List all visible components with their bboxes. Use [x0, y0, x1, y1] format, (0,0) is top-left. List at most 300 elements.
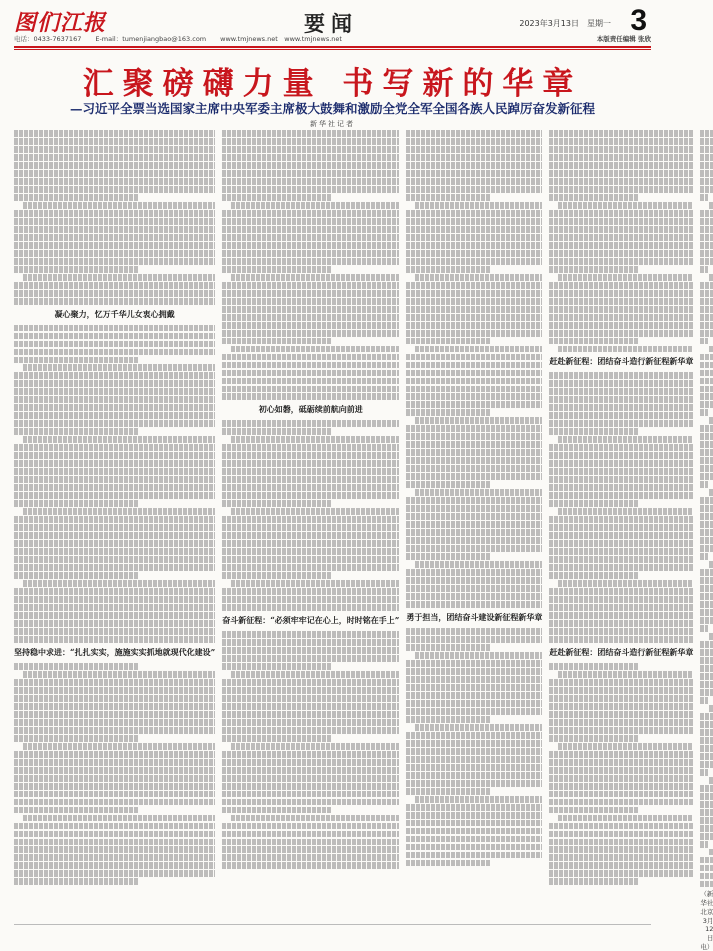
- body-text-line: [406, 298, 542, 305]
- body-text-line: [700, 497, 713, 504]
- body-text-line: [709, 202, 713, 209]
- body-text-line: [406, 457, 542, 464]
- body-text-line: [700, 170, 713, 177]
- body-text-line: [406, 386, 542, 393]
- body-text-line: [14, 711, 215, 718]
- body-text-line: [700, 785, 713, 792]
- info-bar: [14, 33, 651, 44]
- body-text-line: [222, 130, 399, 137]
- body-text-line: [406, 354, 542, 361]
- body-text-line: [222, 647, 399, 654]
- body-text-line: [700, 290, 713, 297]
- body-text-line: [700, 314, 713, 321]
- body-text-line: [14, 799, 215, 806]
- body-text-line: [549, 735, 638, 742]
- body-text-line: [222, 428, 332, 435]
- body-text-line: [549, 759, 693, 766]
- body-text-line: [222, 393, 399, 400]
- body-text-line: [700, 601, 713, 608]
- body-text-line: [14, 588, 215, 595]
- body-text-line: [406, 170, 542, 177]
- body-text-line: [549, 468, 693, 475]
- body-text-line: [549, 663, 638, 670]
- body-text-line: [549, 306, 693, 313]
- body-text-line: [406, 330, 542, 337]
- footer-rule: [14, 924, 651, 925]
- body-text-line: [406, 812, 542, 819]
- body-text-line: [14, 823, 215, 830]
- body-text-line: [700, 801, 713, 808]
- body-text-line: [406, 513, 542, 520]
- section-subtitle: 初心如磐，砥砺续前航向前进: [258, 404, 363, 415]
- body-text-line: [406, 218, 542, 225]
- body-text-line: [406, 628, 542, 635]
- body-text-line: [558, 274, 693, 281]
- body-text-line: [549, 564, 693, 571]
- body-text-line: [14, 839, 215, 846]
- body-text-line: [406, 266, 490, 273]
- body-text-line: [222, 751, 399, 758]
- body-text-line: [14, 767, 215, 774]
- body-text-line: [406, 130, 542, 137]
- body-text-line: [14, 548, 215, 555]
- body-text-line: [14, 540, 215, 547]
- body-text-line: [23, 364, 215, 371]
- body-text-line: [14, 412, 215, 419]
- body-text-line: [700, 641, 713, 648]
- body-text-line: [14, 854, 215, 861]
- body-text-line: [222, 767, 399, 774]
- body-text-line: [549, 338, 638, 345]
- body-text-line: [558, 202, 693, 209]
- body-text-line: [222, 282, 399, 289]
- body-text-line: [406, 529, 542, 536]
- body-text-line: [415, 652, 542, 659]
- body-text-line: [549, 807, 638, 814]
- body-text-line: [700, 218, 713, 225]
- body-text-line: [549, 516, 693, 523]
- article-column-1: [14, 130, 215, 920]
- body-text-line: [700, 362, 713, 369]
- body-text-line: [14, 266, 139, 273]
- body-text-line: [14, 564, 215, 571]
- body-text-line: [222, 460, 399, 467]
- body-text-line: [14, 719, 215, 726]
- body-text-line: [700, 809, 713, 816]
- body-text-line: [222, 452, 399, 459]
- body-text-line: [406, 250, 542, 257]
- body-text-line: [709, 346, 713, 353]
- body-text-line: [549, 628, 693, 635]
- body-text-line: [700, 569, 713, 576]
- body-text-line: [700, 433, 713, 440]
- body-text-line: [549, 767, 693, 774]
- body-text-line: [14, 476, 215, 483]
- body-text-line: [23, 671, 215, 678]
- body-text-line: [222, 687, 399, 694]
- body-text-line: [406, 676, 542, 683]
- body-text-line: [406, 210, 542, 217]
- body-text-line: [406, 338, 490, 345]
- body-text-line: [700, 553, 708, 560]
- body-text-line: [549, 298, 693, 305]
- body-text-line: [14, 170, 215, 177]
- body-text-line: [549, 751, 693, 758]
- body-text-line: [222, 154, 399, 161]
- body-text-line: [14, 234, 215, 241]
- body-text-line: [415, 274, 542, 281]
- body-text-line: [406, 481, 490, 488]
- body-text-line: [406, 393, 542, 400]
- body-text-line: [231, 436, 399, 443]
- body-text-line: [222, 226, 399, 233]
- body-text-line: [222, 548, 399, 555]
- article-column-3: [406, 130, 542, 920]
- body-text-line: [700, 745, 713, 752]
- body-text-line: [222, 386, 399, 393]
- body-text-line: [222, 572, 332, 579]
- website-text: www.tmjnews.net www.tmjnews.net: [220, 35, 342, 43]
- body-text-line: [222, 234, 399, 241]
- article-column-4: [549, 130, 693, 920]
- body-text-line: [406, 154, 542, 161]
- body-text-line: [14, 572, 139, 579]
- body-text-line: [406, 441, 542, 448]
- body-text-line: [222, 556, 399, 563]
- body-text-line: [700, 697, 708, 704]
- body-text-line: [549, 846, 693, 853]
- body-text-line: [700, 593, 713, 600]
- body-text-line: [700, 386, 713, 393]
- body-text-line: [222, 170, 399, 177]
- body-text-line: [222, 839, 399, 846]
- body-text-line: [549, 396, 693, 403]
- body-text-line: [549, 612, 693, 619]
- body-text-line: [231, 671, 399, 678]
- body-text-line: [222, 791, 399, 798]
- body-text-line: [700, 154, 713, 161]
- body-text-line: [14, 186, 215, 193]
- body-text-line: [14, 532, 215, 539]
- body-text-line: [700, 322, 713, 329]
- body-text-line: [222, 807, 332, 814]
- body-text-line: [14, 282, 215, 289]
- body-text-line: [549, 695, 693, 702]
- body-text-line: [700, 537, 713, 544]
- body-text-line: [549, 290, 693, 297]
- body-text-line: [222, 823, 399, 830]
- header-rule-thin: [14, 49, 651, 50]
- sub-headline: —习近平全票当选国家主席中央军委主席极大鼓舞和激励全党全军全国各族人民踔厉奋发新征程: [69, 101, 595, 116]
- body-text-line: [406, 585, 542, 592]
- body-text-line: [549, 500, 638, 507]
- body-text-line: [700, 378, 713, 385]
- body-text-line: [231, 346, 399, 353]
- body-text-line: [14, 846, 215, 853]
- article-body: [14, 130, 713, 951]
- body-text-line: [14, 807, 139, 814]
- body-text-line: [222, 783, 399, 790]
- body-text-line: [14, 524, 215, 531]
- body-text-line: [14, 290, 215, 297]
- body-text-line: [14, 210, 215, 217]
- main-headline: 汇聚磅礴力量 书写新的华章: [82, 66, 583, 102]
- issue-date: 2023年3月13日 星期一: [519, 19, 611, 28]
- body-text-line: [700, 721, 713, 728]
- body-text-line: [231, 580, 399, 587]
- body-text-line: [222, 540, 399, 547]
- body-text-line: [406, 370, 542, 377]
- body-text-line: [231, 743, 399, 750]
- body-text-line: [222, 516, 399, 523]
- body-text-line: [549, 524, 693, 531]
- body-text-line: [222, 322, 399, 329]
- body-text-line: [700, 841, 708, 848]
- body-text-line: [549, 870, 693, 877]
- body-text-line: [415, 489, 542, 496]
- body-text-line: [558, 436, 693, 443]
- body-text-line: [558, 346, 693, 353]
- body-text-line: [406, 409, 490, 416]
- body-text-line: [23, 274, 215, 281]
- body-text-line: [406, 684, 542, 691]
- body-text-line: [222, 476, 399, 483]
- body-text-line: [222, 266, 332, 273]
- body-text-line: [222, 663, 332, 670]
- body-text-line: [549, 839, 693, 846]
- body-text-line: [222, 596, 399, 603]
- body-text-line: [406, 553, 490, 560]
- body-text-line: [549, 604, 693, 611]
- body-text-line: [14, 226, 215, 233]
- body-text-line: [700, 441, 713, 448]
- body-text-line: [406, 804, 542, 811]
- body-text-line: [406, 146, 542, 153]
- body-text-line: [709, 274, 713, 281]
- body-text-line: [700, 817, 713, 824]
- body-text-line: [222, 639, 399, 646]
- body-text-line: [406, 740, 542, 747]
- body-text-line: [549, 460, 693, 467]
- body-text-line: [14, 420, 215, 427]
- body-text-line: [222, 378, 399, 385]
- body-text-line: [415, 796, 542, 803]
- body-text-line: [222, 799, 399, 806]
- body-text-line: [222, 250, 399, 257]
- body-text-line: [549, 258, 693, 265]
- body-text-line: [222, 604, 399, 611]
- body-text-line: [14, 751, 215, 758]
- body-text-line: [700, 162, 713, 169]
- body-text-line: [549, 492, 693, 499]
- body-text-line: [700, 865, 713, 872]
- body-text-line: [406, 306, 542, 313]
- body-text-line: [14, 831, 215, 838]
- body-text-line: [222, 362, 399, 369]
- body-text-line: [709, 561, 713, 568]
- body-text-line: [549, 588, 693, 595]
- body-text-line: [406, 449, 542, 456]
- body-text-line: [700, 473, 713, 480]
- body-text-line: [14, 162, 215, 169]
- body-text-line: [700, 194, 708, 201]
- body-text-line: [549, 242, 693, 249]
- body-text-line: [700, 577, 713, 584]
- body-text-line: [406, 577, 542, 584]
- body-text-line: [14, 138, 215, 145]
- body-text-line: [23, 815, 215, 822]
- header-rule: [14, 46, 651, 48]
- body-text-line: [222, 242, 399, 249]
- body-text-line: [406, 242, 542, 249]
- body-text-line: [700, 673, 713, 680]
- body-text-line: [549, 548, 693, 555]
- body-text-line: [14, 604, 215, 611]
- body-text-line: [700, 713, 713, 720]
- body-text-line: [700, 657, 713, 664]
- article-column-5: [700, 130, 713, 951]
- body-text-line: [222, 370, 399, 377]
- body-text-line: [415, 346, 542, 353]
- body-text-line: [549, 711, 693, 718]
- editor-credit: 本版责任编辑 张欣: [596, 35, 651, 43]
- body-text-line: [222, 194, 332, 201]
- body-text-line: [549, 314, 693, 321]
- body-text-line: [14, 500, 139, 507]
- body-text-line: [709, 489, 713, 496]
- body-text-line: [415, 417, 542, 424]
- body-text-line: [14, 452, 215, 459]
- newspaper-logo: 图们江报: [14, 10, 107, 36]
- body-text-line: [549, 476, 693, 483]
- body-text-line: [700, 513, 713, 520]
- body-text-line: [231, 815, 399, 822]
- body-text-line: [406, 708, 542, 715]
- body-text-line: [700, 449, 713, 456]
- body-text-line: [549, 138, 693, 145]
- body-text-line: [558, 508, 693, 515]
- body-text-line: [700, 825, 713, 832]
- body-text-line: [406, 852, 542, 859]
- body-text-line: [14, 404, 215, 411]
- body-text-line: [222, 330, 399, 337]
- body-text-line: [558, 580, 693, 587]
- body-text-line: [549, 130, 693, 137]
- body-text-line: [549, 210, 693, 217]
- body-text-line: [415, 561, 542, 568]
- body-text-line: [231, 508, 399, 515]
- body-text-line: [700, 545, 713, 552]
- body-text-line: [549, 282, 693, 289]
- body-text-line: [406, 362, 542, 369]
- body-text-line: [14, 130, 215, 137]
- section-subtitle: 赶赴新征程：团结奋斗造行新征程新华章: [549, 646, 694, 657]
- body-text-line: [14, 380, 215, 387]
- body-text-line: [406, 828, 542, 835]
- body-text-line: [14, 242, 215, 249]
- body-text-line: [549, 878, 638, 885]
- body-text-line: [549, 636, 693, 643]
- body-text-line: [549, 186, 693, 193]
- body-text-line: [222, 500, 332, 507]
- body-text-line: [700, 242, 713, 249]
- body-text-line: [14, 727, 215, 734]
- section-title: 要闻: [304, 11, 358, 36]
- body-text-line: [549, 452, 693, 459]
- body-text-line: [14, 154, 215, 161]
- body-text-line: [700, 457, 713, 464]
- body-text-line: [222, 444, 399, 451]
- body-text-line: [14, 194, 139, 201]
- body-text-line: [549, 380, 693, 387]
- body-text-line: [549, 226, 693, 233]
- body-text-line: [222, 258, 399, 265]
- body-text-line: [222, 338, 332, 345]
- body-text-line: [549, 266, 638, 273]
- body-text-line: [14, 484, 215, 491]
- body-text-line: [222, 735, 332, 742]
- body-text-line: [406, 258, 542, 265]
- body-text-line: [549, 420, 693, 427]
- body-text-line: [406, 138, 542, 145]
- body-text-line: [700, 226, 713, 233]
- body-text-line: [406, 780, 542, 787]
- body-text-line: [549, 412, 693, 419]
- body-text-line: [709, 777, 713, 784]
- body-text-line: [222, 564, 399, 571]
- body-text-line: [700, 761, 713, 768]
- body-text-line: [549, 322, 693, 329]
- body-text-line: [549, 703, 693, 710]
- body-text-line: [549, 687, 693, 694]
- body-text-line: [222, 727, 399, 734]
- phone-text: 电话：0433-7637167: [14, 35, 82, 43]
- body-text-line: [14, 298, 215, 305]
- body-text-line: [700, 210, 713, 217]
- body-text-line: [14, 325, 215, 332]
- body-text-line: [14, 372, 215, 379]
- body-text-line: [23, 580, 215, 587]
- body-text-line: [222, 831, 399, 838]
- body-text-line: [700, 665, 713, 672]
- body-text-line: [700, 370, 713, 377]
- body-text-line: [549, 823, 693, 830]
- body-text-line: [549, 372, 693, 379]
- body-text-line: [14, 388, 215, 395]
- body-text-line: [700, 234, 713, 241]
- body-text-line: [700, 505, 713, 512]
- body-text-line: [406, 593, 542, 600]
- body-text-line: [14, 516, 215, 523]
- body-text-line: [222, 146, 399, 153]
- body-text-line: [700, 873, 713, 880]
- body-text-line: [14, 468, 215, 475]
- body-text-line: [549, 388, 693, 395]
- body-text-line: [700, 306, 713, 313]
- body-text-line: [700, 330, 713, 337]
- body-text-line: [14, 862, 215, 869]
- body-text-line: [700, 609, 713, 616]
- body-text-line: [222, 354, 399, 361]
- body-text-line: [406, 732, 542, 739]
- section-subtitle: 坚持稳中求进：“扎扎实实，施施实实抓地就现代化建设”: [14, 646, 216, 657]
- body-text-line: [406, 537, 542, 544]
- body-text-line: [14, 878, 139, 885]
- body-text-line: [222, 290, 399, 297]
- body-text-line: [23, 508, 215, 515]
- body-text-line: [14, 775, 215, 782]
- body-text-line: [700, 146, 713, 153]
